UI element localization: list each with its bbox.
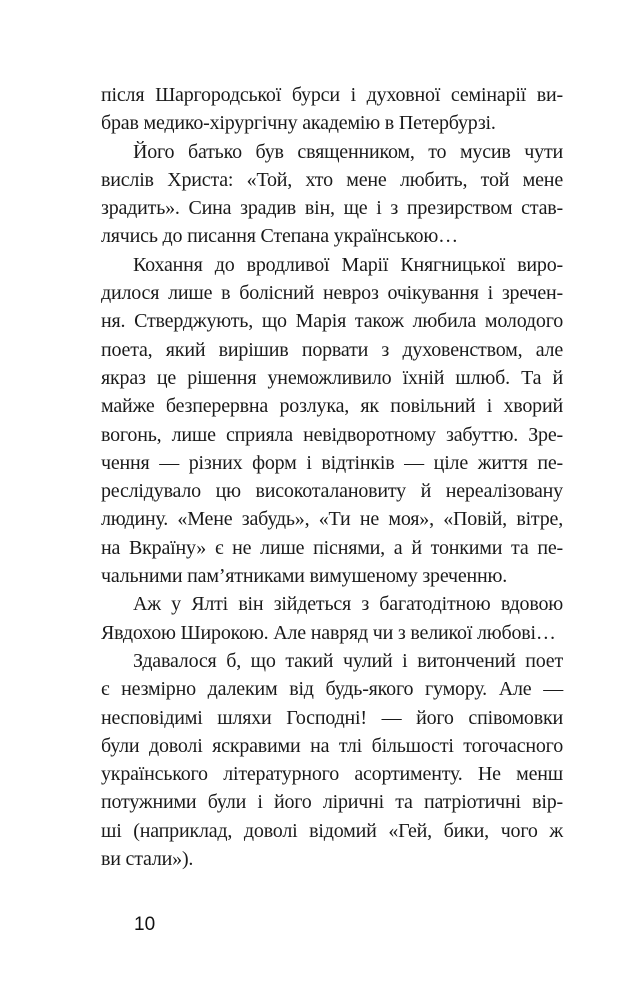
text-line: на Вкраїну» є не лише піснями, а й тонкими та пе- [101, 536, 563, 559]
text-line: ви стали»). [101, 848, 194, 871]
text-line: вислів Христа: «Той, хто мене любить, той мене [101, 168, 563, 191]
text-line: Кохання до вродливої Марії Княгницької виро- [133, 253, 563, 276]
text-line: Здавалося б, що такий чулий і витончений поет [133, 649, 563, 672]
text-line: потужними були і його ліричні та патріотичні вір- [101, 791, 563, 814]
paragraph [101, 647, 563, 873]
text-line: є незмірно далеким від будь-якого гумору. Але — [101, 678, 563, 701]
text-line: майже безперервна розлука, як повільний і хворий [101, 395, 563, 418]
text-line: Аж у Ялті він зійдеться з багатодітною вдовою [133, 593, 563, 616]
text-line: чальними пам’ятниками вимушеному зреченню. [101, 565, 508, 588]
text-line: після Шаргородської бурси і духовної семінарії ви- [101, 84, 563, 106]
text-line: лячись до писання Степана українською… [101, 225, 458, 248]
text-line: Його батько був священником, то мусив чути [133, 140, 563, 163]
text-line: людину. «Мене забудь», «Ти не моя», «Повій, вітре, [101, 508, 563, 531]
text-line: ня. Стверджують, що Марія також любила молодого [101, 310, 563, 333]
text-line: Явдохою Широкою. Але навряд чи з великої любові… [101, 621, 556, 644]
text-line: поета, який вирішив порвати з духовенством, але [101, 338, 563, 361]
paragraph [101, 251, 563, 591]
paragraph [101, 81, 563, 138]
text-line: вогонь, лише сприяла невідворотному забуттю. Зре- [101, 423, 563, 446]
text-line: дилося лише в болісний невроз очікування і зречен- [101, 282, 563, 305]
text-line: українського літературного асортименту. Не менш [101, 763, 563, 786]
text-line: чення — різних форм і відтінків — ціле життя пе- [101, 451, 563, 474]
page-number-label: 10 [134, 914, 156, 935]
text-line: були доволі яскравими на тлі більшості тогочасного [101, 734, 563, 757]
text-line: реслідувало цю високоталановиту й нереалізовану [101, 480, 563, 503]
text-line: ші (наприклад, доволі відомий «Гей, бики, чого ж [101, 819, 563, 842]
text-line: несповідимі шляхи Господні! — його співомовки [101, 706, 563, 729]
text-line: якраз це рішення унеможливило їхній шлюб. Та й [101, 366, 563, 389]
page-text-block [101, 81, 563, 873]
text-line: брав медико-хірургічну академію в Петербурзі. [101, 112, 496, 135]
paragraph [101, 138, 563, 251]
text-line: зрадить». Сина зрадив він, ще і з презирством став- [101, 197, 563, 220]
paragraph [101, 590, 563, 647]
